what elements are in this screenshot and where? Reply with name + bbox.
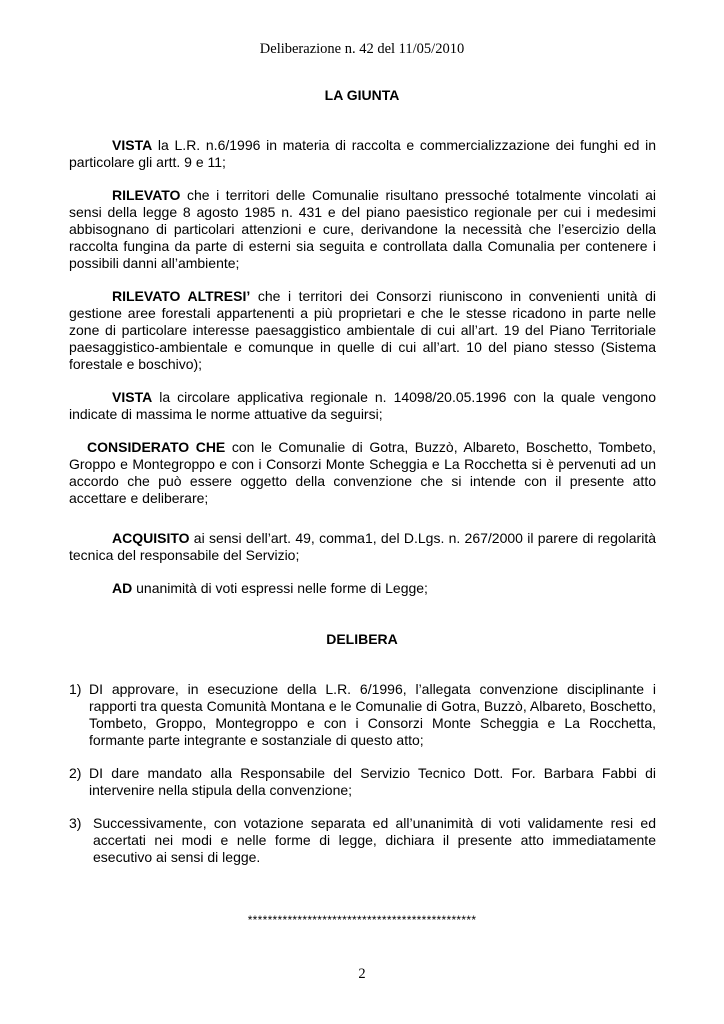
list-item-text: Successivamente, con votazione separata ed all’unanimità di voti validamente resi ed accertati nei modi e nelle forme di legge, dichiara il presente atto immediatamente esecutivo ai sensi di legge. [93, 815, 656, 865]
list-item-text: DI dare mandato alla Responsabile del Servizio Tecnico Dott. For. Barbara Fabbi di intervenire nella stipula della convenzione; [89, 765, 656, 798]
paragraph-text: con le Comunalie di Gotra, Buzzò, Albareto, Boschetto, Tombeto, Groppo e Montegroppo e con i Consorzi Monte Scheggia e La Rocchetta si è pervenuti ad un accordo che può essere oggetto della convenzione che si intende con il presente atto accettare e deliberare; [69, 439, 657, 506]
paragraph-text: che i territori delle Comunalie risultano pressoché totalmente vincolati ai sensi della legge 8 agosto 1985 n. 431 e del piano paesistico regionale per cui i medesimi abbisognano di particolari attenzioni e cure, derivandone la necessità che l’esercizio della raccolta fungina da parte di esterni sia seguita e controllata dalla Comunalia per contenere i possibili danni all’ambiente; [69, 187, 656, 271]
paragraph-lead: VISTA [112, 137, 153, 153]
list-item [69, 765, 656, 799]
list-item [69, 815, 656, 866]
paragraph-acquisito [69, 530, 656, 564]
paragraph-lead: RILEVATO [112, 187, 181, 203]
list-item [69, 681, 656, 749]
paragraph-lead: CONSIDERATO CHE [87, 439, 226, 455]
paragraph-ad [69, 580, 656, 597]
list-item-number: 1) [69, 681, 82, 697]
section-title-giunta: LA GIUNTA [324, 87, 400, 103]
list-item-number: 3) [69, 815, 82, 831]
paragraph-text: la L.R. n.6/1996 in materia di raccolta e commercializzazione dei funghi ed in particolare gli artt. 9 e 11; [69, 137, 656, 170]
page-header: Deliberazione n. 42 del 11/05/2010 [259, 41, 465, 57]
paragraph-text: la circolare applicativa regionale n. 14098/20.05.1996 con la quale vengono indicate di massima le norme attuative da seguirsi; [69, 389, 656, 422]
paragraph-text: unanimità di voti espressi nelle forme di Legge; [132, 580, 428, 596]
paragraph-lead: AD [112, 580, 133, 596]
paragraph-lead: ACQUISITO [112, 530, 190, 546]
paragraph-lead: RILEVATO ALTRESI’ [112, 288, 251, 304]
list-item-text: DI approvare, in esecuzione della L.R. 6/1996, l’allegata convenzione disciplinante i rapporti tra questa Comunità Montana e le Comunalie di Gotra, Buzzò, Albareto, Boschetto, Tombeto, Groppo, Montegroppo e con i Consorzi Monte Scheggia e La Rocchetta, formante parte integrante e sostanziale di questo atto; [89, 681, 656, 748]
paragraph-rilevato [69, 187, 656, 272]
paragraph-lead: VISTA [112, 389, 153, 405]
separator-stars: ********************************************** [247, 913, 477, 927]
paragraph-considerato [69, 439, 656, 507]
paragraph-vista-lr [69, 137, 656, 171]
paragraph-text: ai sensi dell’art. 49, comma1, del D.Lgs. n. 267/2000 il parere di regolarità tecnica del responsabile del Servizio; [69, 530, 656, 563]
page-number: 2 [358, 966, 366, 982]
paragraph-vista-circolare [69, 389, 656, 423]
list-item-number: 2) [69, 765, 82, 781]
paragraph-text: che i territori dei Consorzi riuniscono in convenienti unità di gestione aree forestali appartenenti a più proprietari e che le stesse ricadono in parte nelle zone di particolare interesse paesaggistico ambientale di cui all’art. 19 del Piano Territoriale paesaggistico-ambientale e comunque in quelle di cui all’art. 10 del piano stesso (Sistema forestale e boschivo); [69, 288, 656, 372]
section-title-delibera: DELIBERA [326, 631, 398, 647]
paragraph-rilevato-altresi [69, 288, 656, 373]
